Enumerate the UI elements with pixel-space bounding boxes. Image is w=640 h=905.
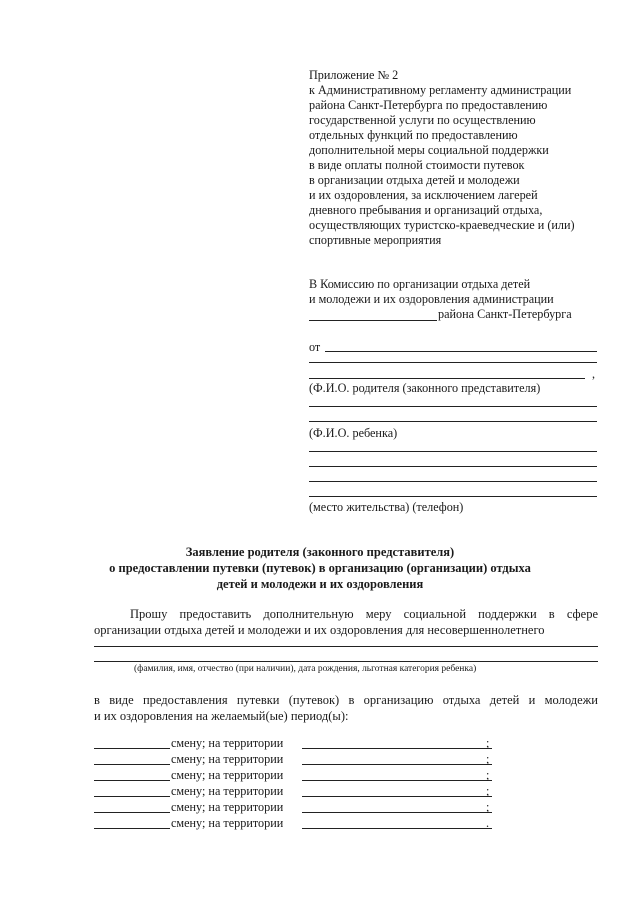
territory-blank[interactable]	[302, 780, 492, 781]
row-end: ;	[486, 752, 490, 766]
appendix-line: и их оздоровления, за исключением лагерей	[309, 188, 538, 202]
appendix-line: района Санкт-Петербурга по предоставлению	[309, 98, 548, 112]
appendix-line: в организации отдыха детей и молодежи	[309, 173, 520, 187]
applicant-name-field[interactable]	[325, 351, 597, 352]
district-blank[interactable]	[309, 320, 437, 321]
comma: ,	[592, 367, 596, 381]
from-label: от	[309, 340, 321, 354]
territory-blank[interactable]	[302, 812, 492, 813]
period-label: смену; на территории	[171, 752, 284, 766]
shift-blank[interactable]	[94, 796, 170, 797]
period-label: смену; на территории	[171, 816, 284, 830]
territory-blank[interactable]	[302, 764, 492, 765]
applicant-name-field[interactable]	[309, 378, 585, 379]
request-text: в виде предоставления путевки (путевок) в организацию отдыха детей и молодежи	[94, 693, 598, 707]
period-label: смену; на территории	[171, 800, 284, 814]
request-text: Прошу предоставить дополнительную меру социальной поддержки в сфере	[130, 607, 598, 621]
minor-details-field[interactable]	[94, 646, 598, 647]
period-row[interactable]	[94, 784, 494, 798]
appendix-line: спортивные мероприятия	[309, 233, 442, 247]
appendix-line: дневного пребывания и организаций отдыха,	[309, 203, 543, 217]
child-name-caption: (Ф.И.О. ребенка)	[309, 426, 398, 440]
period-label: смену; на территории	[171, 768, 284, 782]
residence-field[interactable]	[309, 466, 597, 467]
minor-details-field[interactable]	[94, 661, 598, 662]
residence-caption: (место жительства) (телефон)	[309, 500, 464, 514]
period-row[interactable]	[94, 800, 494, 814]
statement-title: Заявление родителя (законного представителя)	[185, 545, 455, 559]
shift-blank[interactable]	[94, 748, 170, 749]
period-row[interactable]	[94, 816, 494, 830]
appendix-line: в виде оплаты полной стоимости путевок	[309, 158, 525, 172]
statement-title: детей и молодежи и их оздоровления	[216, 577, 424, 591]
commission-line: В Комиссию по организации отдыха детей	[309, 277, 531, 291]
appendix-title: Приложение № 2	[309, 68, 399, 82]
minor-details-caption: (фамилия, имя, отчество (при наличии), дата рождения, льготная категория ребенка)	[134, 664, 477, 674]
territory-blank[interactable]	[302, 796, 492, 797]
appendix-line: осуществляющих туристско-краеведческие и (или)	[309, 218, 575, 232]
appendix-line: к Административному регламенту администрации	[309, 83, 572, 97]
residence-field[interactable]	[309, 451, 597, 452]
row-end: ;	[486, 800, 490, 814]
territory-blank[interactable]	[302, 828, 492, 829]
territory-blank[interactable]	[302, 748, 492, 749]
district-label: района Санкт-Петербурга	[438, 307, 572, 321]
child-name-field[interactable]	[309, 421, 597, 422]
period-label: смену; на территории	[171, 736, 284, 750]
row-end: ;	[486, 768, 490, 782]
child-name-field[interactable]	[309, 406, 597, 407]
period-label: смену; на территории	[171, 784, 284, 798]
commission-line: и молодежи и их оздоровления администрации	[309, 292, 554, 306]
statement-title: о предоставлении путевки (путевок) в организацию (организации) отдыха	[109, 561, 531, 575]
residence-field[interactable]	[309, 496, 597, 497]
period-row[interactable]	[94, 768, 494, 782]
shift-blank[interactable]	[94, 812, 170, 813]
request-text: и их оздоровления на желаемый(ые) период(ы):	[94, 709, 349, 723]
appendix-line: отдельных функций по предоставлению	[309, 128, 518, 142]
shift-blank[interactable]	[94, 828, 170, 829]
appendix-line: государственной услуги по осуществлению	[309, 113, 536, 127]
residence-field[interactable]	[309, 481, 597, 482]
row-end: ;	[486, 736, 490, 750]
shift-blank[interactable]	[94, 764, 170, 765]
row-end: .	[486, 816, 490, 830]
row-end: ;	[486, 784, 490, 798]
period-row[interactable]	[94, 752, 494, 766]
appendix-line: дополнительной меры социальной поддержки	[309, 143, 549, 157]
period-row[interactable]	[94, 736, 494, 750]
shift-blank[interactable]	[94, 780, 170, 781]
request-text: организации отдыха детей и молодежи и их оздоровления для несовершеннолетнего	[94, 623, 545, 637]
applicant-name-field[interactable]	[309, 362, 597, 363]
parent-name-caption: (Ф.И.О. родителя (законного представителя)	[309, 381, 541, 395]
